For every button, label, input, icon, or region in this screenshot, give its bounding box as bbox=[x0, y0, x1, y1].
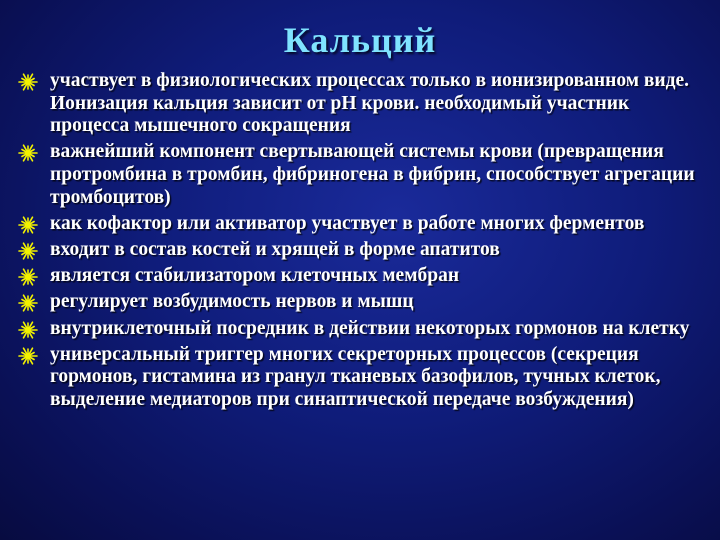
starburst-icon bbox=[18, 346, 38, 366]
bullet-item bbox=[18, 239, 708, 262]
starburst-icon bbox=[18, 241, 38, 261]
starburst-icon bbox=[18, 215, 38, 235]
bullet-item bbox=[18, 344, 708, 412]
bullet-text: важнейший компонент свертывающей системы крови (превращения протромбина в тромбин, фибриногена в фибрин, способствует агрегации тромбоцитов) bbox=[50, 141, 695, 208]
bullet-text: внутриклеточный посредник в действии некоторых гормонов на клетку bbox=[50, 317, 690, 339]
bullet-text: универсальный триггер многих секреторных процессов (секреция гормонов, гистамина из гранул тканевых базофилов, тучных клеток, выделение медиаторов при синаптической передаче возбуждения) bbox=[50, 343, 661, 410]
bullet-text: участвует в физиологических процессах только в ионизированном виде. Ионизация кальция зависит от рН крови. необходимый участник процесса мышечного сокращения bbox=[50, 70, 690, 137]
bullet-item bbox=[18, 291, 708, 314]
starburst-icon bbox=[18, 267, 38, 287]
bullet-text: регулирует возбудимость нервов и мышц bbox=[50, 291, 414, 313]
bullet-text: является стабилизатором клеточных мембран bbox=[50, 265, 460, 287]
bullet-item bbox=[18, 141, 708, 209]
bullet-text: как кофактор или активатор участвует в работе многих ферментов bbox=[50, 212, 645, 234]
bullet-list bbox=[18, 70, 708, 415]
bullet-text: входит в состав костей и хрящей в форме апатитов bbox=[50, 238, 500, 260]
bullet-item bbox=[18, 70, 708, 138]
starburst-icon bbox=[18, 72, 38, 92]
starburst-icon bbox=[18, 320, 38, 340]
bullet-item bbox=[18, 213, 708, 236]
bullet-item bbox=[18, 265, 708, 288]
slide-title: Кальций bbox=[283, 20, 437, 60]
starburst-icon bbox=[18, 143, 38, 163]
starburst-icon bbox=[18, 293, 38, 313]
bullet-item bbox=[18, 318, 708, 341]
